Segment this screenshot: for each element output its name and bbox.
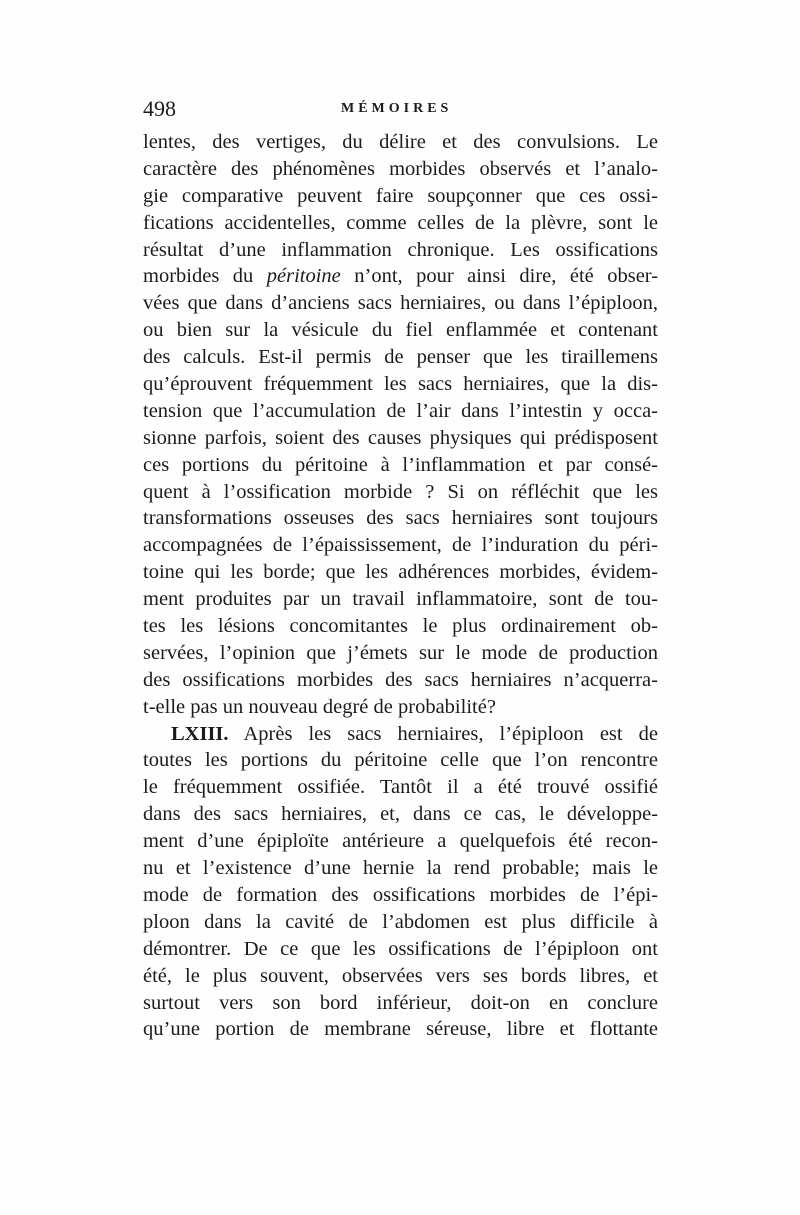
section-number: LXIII. xyxy=(171,722,229,745)
line-suffix: n’ont, pour ainsi dire, été obser- xyxy=(354,265,659,288)
text-line: des ossifications morbides des sacs herniaires n’acquerra- xyxy=(143,668,658,691)
text-line: surtout vers son bord inférieur, doit-on en conclure xyxy=(143,991,658,1014)
text-line: tes les lésions concomitantes le plus ordinairement ob- xyxy=(143,615,658,638)
body-text xyxy=(143,129,658,1043)
text-line: nu et l’existence d’une hernie la rend probable; mais le xyxy=(143,857,658,880)
text-line: dans des sacs herniaires, et, dans ce cas, le développe- xyxy=(143,803,658,826)
text-line: vées que dans d’anciens sacs herniaires, ou dans l’épiploon, xyxy=(143,292,658,315)
text-line: des calculs. Est-il permis de penser que les tiraillemens xyxy=(143,346,658,369)
text-line: résultat d’une inflammation chronique. Les ossifications xyxy=(143,238,658,261)
page-number: 498 xyxy=(143,96,176,121)
text-line: servées, l’opinion que j’émets sur le mode de production xyxy=(143,641,658,664)
text-line: lentes, des vertiges, du délire et des convulsions. Le xyxy=(143,131,658,153)
text-line: démontrer. De ce que les ossifications de l’épiploon ont xyxy=(143,937,658,960)
line-prefix: morbides du xyxy=(143,265,254,288)
text-line: ces portions du péritoine à l’inflammation et par consé- xyxy=(143,453,658,476)
text-line: ment produites par un travail inflammatoire, sont de tou- xyxy=(143,588,658,611)
text-line: ment d’une épiploïte antérieure a quelquefois été recon- xyxy=(143,830,658,853)
text-line: le fréquemment ossifiée. Tantôt il a été trouvé ossifié xyxy=(143,776,658,799)
text-line: été, le plus souvent, observées vers ses bords libres, et xyxy=(143,964,658,987)
text-line: gie comparative peuvent faire soupçonner que ces ossi- xyxy=(143,184,658,207)
text-line xyxy=(143,263,658,290)
text-line: ploon dans la cavité de l’abdomen est plus difficile à xyxy=(143,910,658,933)
italic-term: péritoine xyxy=(266,265,341,288)
running-head xyxy=(143,96,663,126)
text-line: fications accidentelles, comme celles de la plèvre, sont le xyxy=(143,211,658,234)
text-line: quent à l’ossification morbide ? Si on réfléchit que les xyxy=(143,480,658,503)
text-line: mode de formation des ossifications morbides de l’épi- xyxy=(143,883,658,906)
text-line: qu’une portion de membrane séreuse, libre et flottante xyxy=(143,1018,658,1041)
line-suffix: Après les sacs herniaires, l’épiploon est de xyxy=(243,722,658,745)
running-title: MÉMOIRES xyxy=(341,101,453,116)
text-line: accompagnées de l’épaississement, de l’induration du péri- xyxy=(143,534,658,557)
text-line: toine qui les borde; que les adhérences morbides, évidem- xyxy=(143,561,658,584)
text-line xyxy=(143,721,658,748)
text-line: ou bien sur la vésicule du fiel enflammée et contenant xyxy=(143,319,658,342)
text-line: qu’éprouvent fréquemment les sacs herniaires, que la dis- xyxy=(143,373,658,396)
text-line: tension que l’accumulation de l’air dans l’intestin y occa- xyxy=(143,399,658,422)
text-line: transformations osseuses des sacs herniaires sont toujours xyxy=(143,507,658,530)
text-line: t-elle pas un nouveau degré de probabilité? xyxy=(143,695,496,718)
text-line: toutes les portions du péritoine celle que l’on rencontre xyxy=(143,749,658,772)
text-line: caractère des phénomènes morbides observés et l’analo- xyxy=(143,157,658,180)
text-line: sionne parfois, soient des causes physiques qui prédisposent xyxy=(143,426,658,449)
